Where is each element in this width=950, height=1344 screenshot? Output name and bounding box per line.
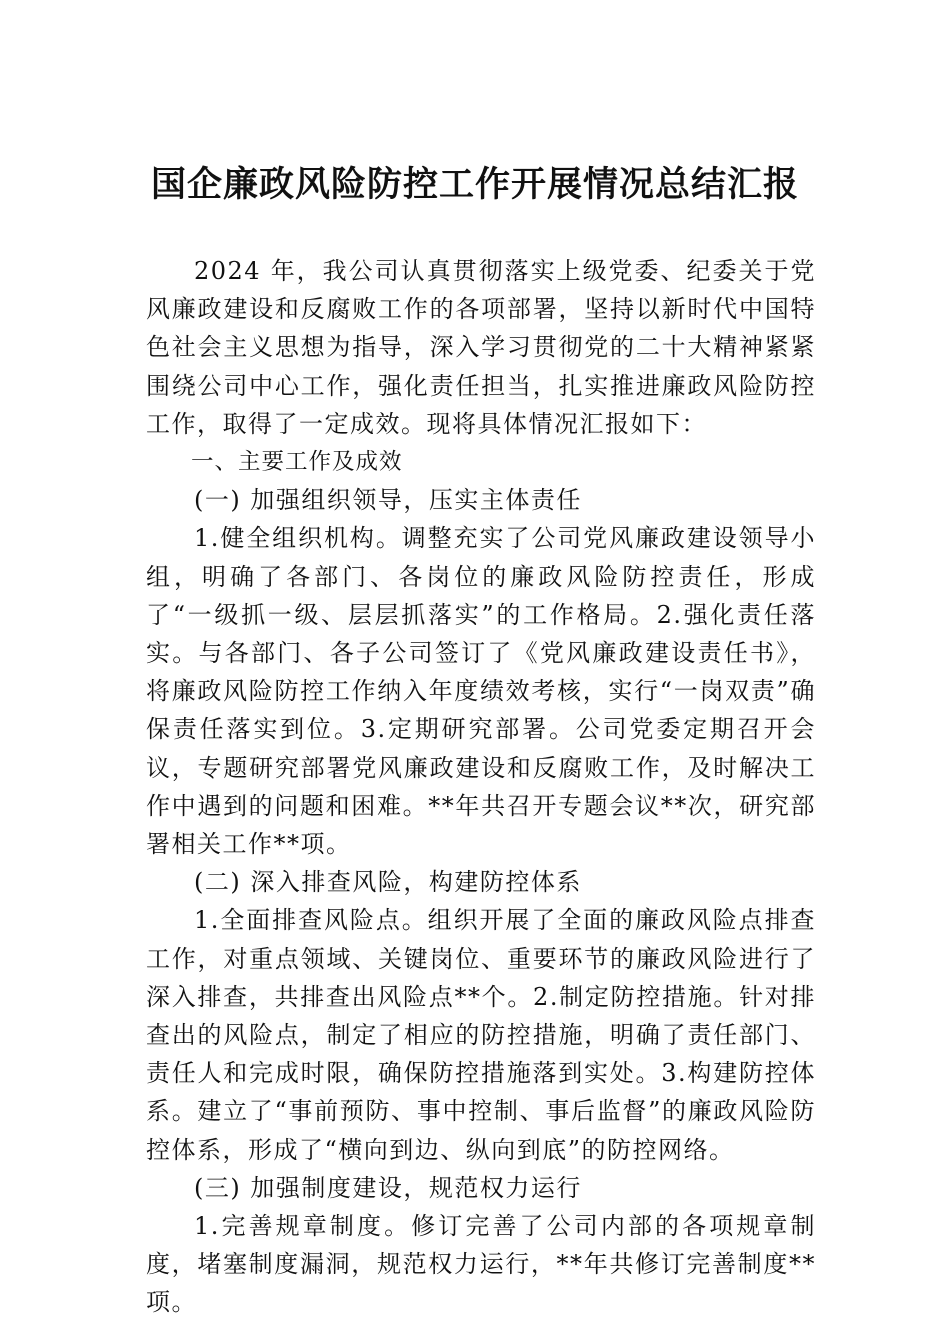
subsection-paragraph-3: 1.完善规章制度。修订完善了公司内部的各项规章制度，堵塞制度漏洞，规范权力运行，**年共修订完善制度**项。 — [146, 1212, 816, 1317]
document-title: 国企廉政风险防控工作开展情况总结汇报 — [150, 165, 799, 205]
subsection-paragraph-1: 1.健全组织机构。调整充实了公司党风廉政建设领导小组，明确了各部门、各岗位的廉政风险防控责任，形成了“一级抓一级、层层抓落实”的工作格局。2.强化责任落实。与各部门、各子公司签订了《党风廉政建设责任书》，将廉政风险防控工作纳入年度绩效考核，实行“一岗双责”确保责任落实到位。3.定期研究部署。公司党委定期召开会议，专题研究部署党风廉政建设和反腐败工作，及时解决工作中遇到的问题和困难。**年共召开专题会议**次，研究部署相关工作**项。 — [146, 524, 816, 859]
subsection-heading-2: (二) 深入排查风险，构建防控体系 — [194, 868, 582, 897]
subsection-heading-1: (一) 加强组织领导，压实主体责任 — [194, 486, 582, 515]
subsection-paragraph-2: 1.全面排查风险点。组织开展了全面的廉政风险点排查工作，对重点领域、关键岗位、重要环节的廉政风险进行了深入排查，共排查出风险点**个。2.制定防控措施。针对排查出的风险点，制定了相应的防控措施，明确了责任部门、责任人和完成时限，确保防控措施落到实处。3.构建防控体系。建立了“事前预防、事中控制、事后监督”的廉政风险防控体系，形成了“横向到边、纵向到底”的防控网络。 — [146, 906, 816, 1164]
section-heading-main-work: 一、主要工作及成效 — [191, 449, 403, 476]
document-body — [146, 252, 816, 1322]
subsection-heading-3: (三) 加强制度建设，规范权力运行 — [194, 1173, 582, 1202]
intro-paragraph: 2024 年，我公司认真贯彻落实上级党委、纪委关于党风廉政建设和反腐败工作的各项部署，坚持以新时代中国特色社会主义思想为指导，深入学习贯彻党的二十大精神紧紧围绕公司中心工作，强化责任担当，扎实推进廉政风险防控工作，取得了一定成效。现将具体情况汇报如下： — [146, 257, 816, 438]
